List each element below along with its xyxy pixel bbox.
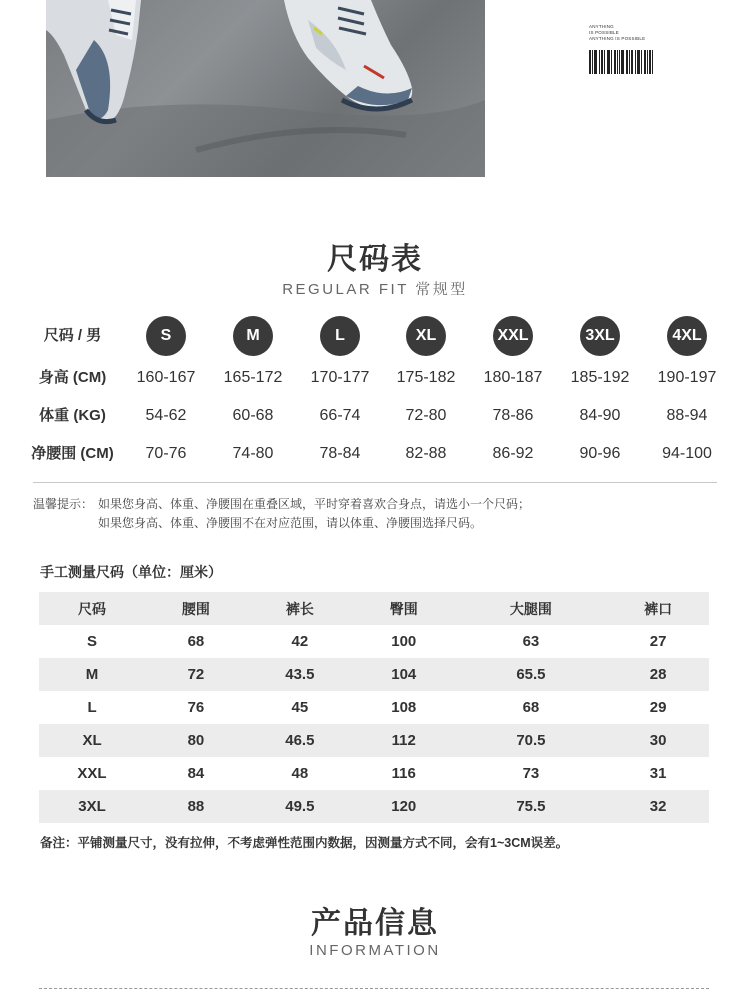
table-cell: 84 [187,765,205,782]
column-header: 尺码 [39,592,145,625]
size-row-weight [0,398,750,434]
size-cell: 72-80 [405,407,447,424]
table-header-row [39,592,709,625]
size-cell: 84-90 [579,407,621,424]
size-badge: 4XL [667,316,707,356]
table-cell: 70.5 [455,724,608,757]
table-row [39,790,709,823]
table-cell: 45 [291,699,309,716]
table-cell: 116 [391,765,416,782]
table-cell: 68 [187,633,205,650]
column-header: 裤长 [247,592,353,625]
column-header: 腰围 [145,592,247,625]
table-cell: 3XL [39,790,145,823]
table-cell: 27 [649,633,667,650]
size-cell: 180-187 [483,369,543,386]
table-cell: 48 [291,765,309,782]
size-cell: 190-197 [657,369,717,386]
table-cell: 76 [187,699,205,716]
table-row [39,724,709,757]
size-badge: XXL [493,316,533,356]
size-chart-title: 尺码表 [327,243,423,276]
size-chart-subtitle: REGULAR FIT 常规型 [282,281,468,298]
info-title: 产品信息 [311,907,439,940]
size-cell: 60-68 [232,407,274,424]
table-cell: 29 [649,699,667,716]
size-cell: 78-84 [319,445,361,462]
size-cell: 86-92 [492,445,534,462]
table-cell: M [39,658,145,691]
product-photo [46,0,485,177]
column-header: 大腿围 [455,592,608,625]
row-label: 体重 (KG) [39,407,106,424]
product-tag [589,24,684,74]
table-cell: 49.5 [247,790,353,823]
table-cell: XXL [77,765,107,782]
tip-line: 如果您身高、体重、净腰围不在对应范围，请以体重、净腰围选择尺码。 [98,516,483,530]
tag-line: ANYTHING IS POSSIBLE [589,36,646,41]
table-cell: 72 [145,658,247,691]
measure-table [39,592,709,823]
size-cell: 54-62 [145,407,187,424]
size-badge: L [320,316,360,356]
size-cell: 160-167 [136,369,196,386]
table-cell: 42 [291,633,309,650]
table-cell: L [87,699,97,716]
size-cell: 74-80 [232,445,274,462]
table-cell: 28 [607,658,709,691]
size-header-row [0,318,750,354]
table-cell: 63 [522,633,540,650]
size-badge: S [146,316,186,356]
size-cell: 82-88 [405,445,447,462]
table-row [39,757,709,790]
table-cell: 88 [145,790,247,823]
table-cell: 80 [145,724,247,757]
table-cell: 120 [353,790,455,823]
size-cell: 66-74 [319,407,361,424]
barcode-icon [589,50,675,74]
divider [33,482,717,483]
table-cell: S [87,633,98,650]
size-badge: XL [406,316,446,356]
table-row [39,625,709,658]
size-cell: 94-100 [662,445,712,462]
column-header: 臀围 [353,592,455,625]
shoe-illustration [46,0,485,177]
measure-title: 手工测量尺码（单位：厘米） [40,564,222,580]
table-cell: 75.5 [455,790,608,823]
table-cell: 32 [607,790,709,823]
tag-line: ANYTHING [589,24,614,29]
size-row-height [0,360,750,396]
size-row-waist [0,436,750,472]
size-cell: 170-177 [310,369,370,386]
table-cell: XL [39,724,145,757]
size-cell: 90-96 [579,445,621,462]
table-cell: 43.5 [247,658,353,691]
table-cell: 73 [522,765,540,782]
size-cell: 165-172 [223,369,283,386]
table-row [39,658,709,691]
size-cell: 78-86 [492,407,534,424]
table-cell: 100 [391,633,417,650]
size-cell: 88-94 [666,407,708,424]
size-header-label: 尺码 / 男 [43,327,102,344]
row-label: 身高 (CM) [38,369,107,386]
divider [39,988,709,989]
row-label: 净腰围 (CM) [31,445,114,462]
table-cell: 108 [391,699,417,716]
tag-line: IS POSSIBLE [589,30,619,35]
tip-prefix: 温馨提示： [33,497,94,511]
size-badge: 3XL [580,316,620,356]
column-header: 裤口 [607,592,709,625]
table-cell: 112 [353,724,455,757]
tip-line: 如果您身高、体重、净腰围在重叠区域，平时穿着喜欢合身点，请选小一个尺码； [98,497,531,511]
table-cell: 30 [607,724,709,757]
size-cell: 185-192 [570,369,630,386]
table-cell: 104 [353,658,455,691]
size-cell: 175-182 [396,369,456,386]
table-cell: 65.5 [455,658,608,691]
size-cell: 70-76 [145,445,187,462]
table-cell: 31 [649,765,667,782]
info-subtitle: INFORMATION [309,942,441,959]
table-row [39,691,709,724]
table-cell: 46.5 [247,724,353,757]
measure-note: 备注：平铺测量尺寸，没有拉伸，不考虑弹性范围内数据，因测量方式不同，会有1~3CM误差。 [40,836,569,850]
table-cell: 68 [522,699,540,716]
size-badge: M [233,316,273,356]
